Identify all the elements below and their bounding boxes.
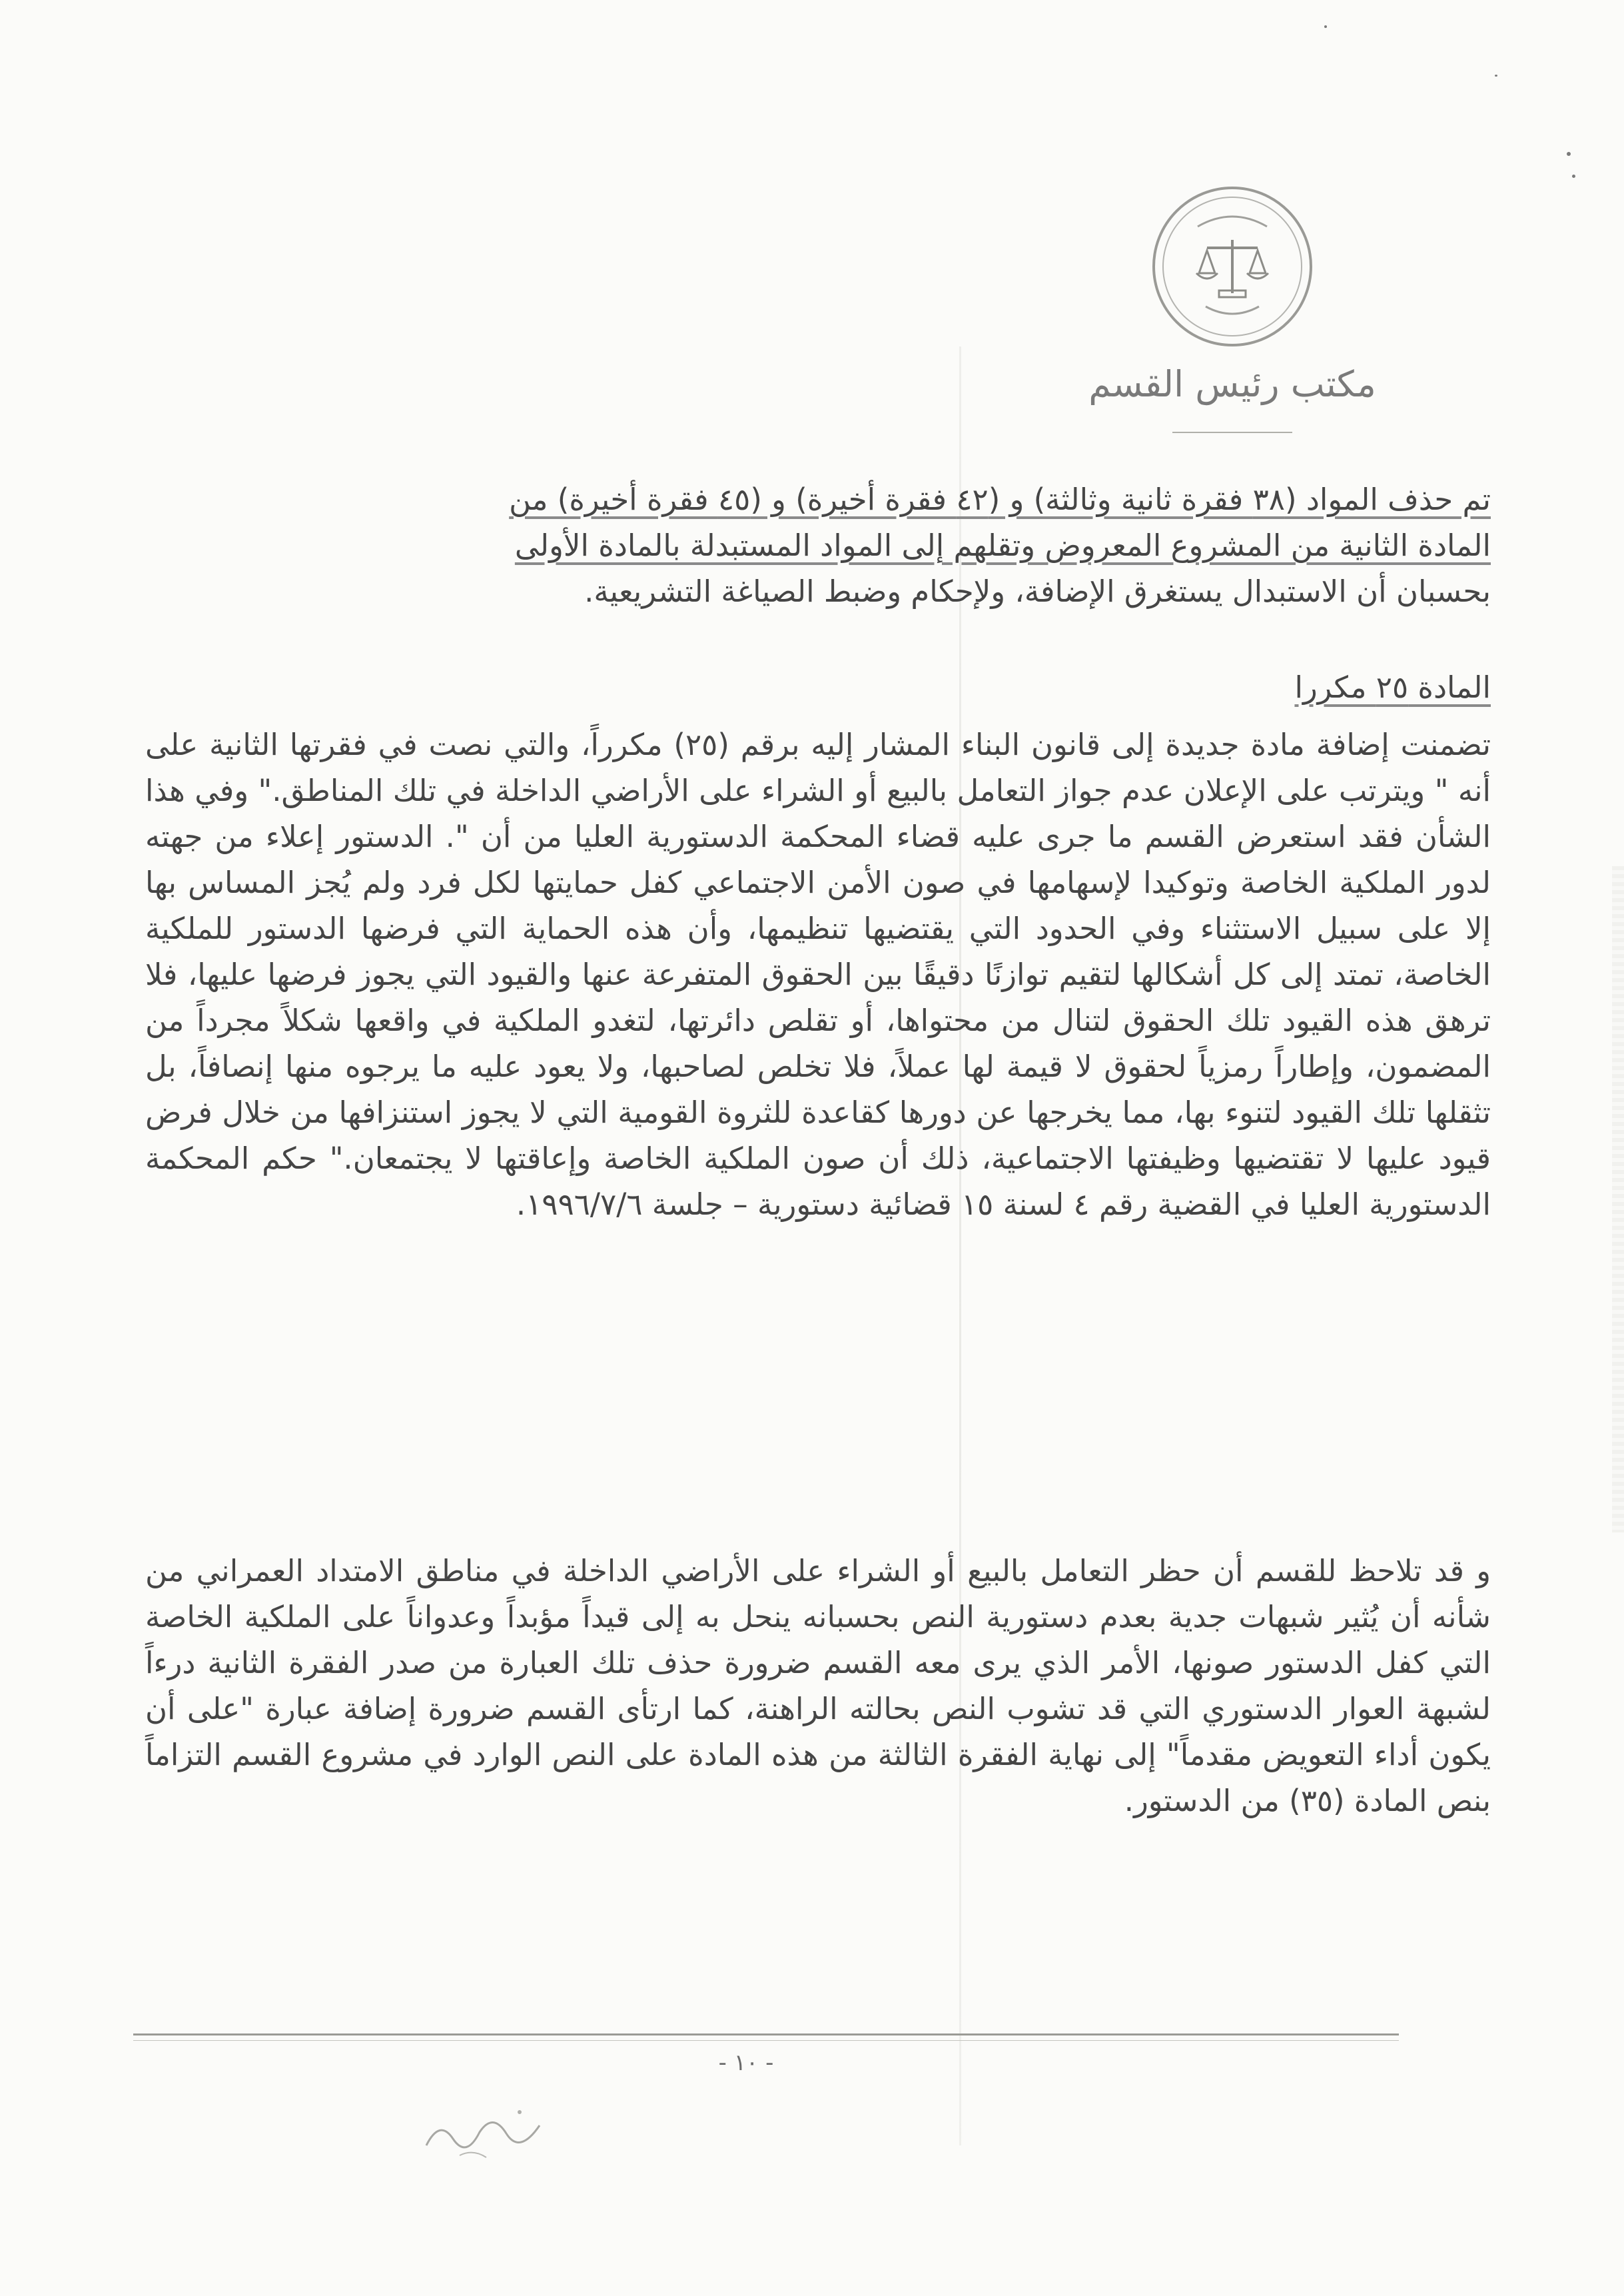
footer-rule [133,2033,1399,2035]
intro-line: تم حذف المواد (٣٨ فقرة ثانية وثالثة) و (٤٢ فقرة أخيرة) و (٤٥ فقرة أخيرة) من [509,482,1491,517]
office-title-rule [1172,432,1292,433]
scan-speck [1572,175,1575,178]
handwritten-signature-icon [413,2092,560,2172]
paragraph-constitutional-ruling: تضمنت إضافة مادة جديدة إلى قانون البناء المشار إليه برقم (٢٥) مكرراً، والتي نصت في فقرتها الثانية على أنه " ويترتب على الإعلان عدم جواز التعامل بالبيع أو الشراء على الأراضي الداخلة في تلك المناطق." وفي هذا الشأن فقد استعرض القسم ما جرى عليه قضاء المحكمة الدستورية العليا من أن ". الدستور إعلاء من جهته لدور الملكية الخاصة وتوكيدا لإسهامها في صون الأمن الاجتماعي كفل حمايتها لكل فرد ولم يُجز المساس بها إلا على سبيل الاستثناء وفي الحدود التي يقتضيها تنظيمها، وأن هذه الحماية التي فرضها الدستور للملكية الخاصة، تمتد إلى كل أشكالها لتقيم توازنًا دقيقًا بين الحقوق المتفرعة عنها والقيود التي يجوز فرضها عليها، فلا ترهق هذه القيود تلك الحقوق لتنال من محتواها، أو تقلص دائرتها، لتغدو الملكية في واقعها شكلاً مجرداً من المضمون، وإطاراً رمزياً لحقوق لا قيمة لها عملاً، فلا تخلص لصاحبها، ولا يعود عليه ما يرجوه منها إنصافاً، بل تثقلها تلك القيود لتنوء بها، مما يخرجها عن دورها كقاعدة للثروة القومية التي لا يجوز استنزافها من خلال فرض قيود عليها لا تقتضيها وظيفتها الاجتماعية، ذلك أن صون الملكية الخاصة وإعاقتها لا يجتمعان." حكم المحكمة الدستورية العليا في القضية رقم ٤ لسنة ١٥ قضائية دستورية – جلسة ١٩٩٦/٧/٦. [145,727,1491,1222]
court-seal-icon [1132,167,1332,366]
scan-edge-shadow [1612,866,1624,1532]
article-heading: المادة ٢٥ مكررا [1294,670,1491,705]
scan-fold-line [959,346,961,2145]
intro-line: المادة الثانية من المشروع المعروض وتقلهم إلى المواد المستبدلة بالمادة الأولى [514,528,1491,563]
office-title: مكتب رئيس القسم [1088,363,1376,405]
intro-block [145,476,1491,614]
footer-rule-thin [133,2040,1399,2041]
intro-line: بحسبان أن الاستبدال يستغرق الإضافة، ولإحكام وضبط الصياغة التشريعية. [584,574,1491,609]
page-number: - ١٠ - [718,2049,774,2076]
scan-speck [1567,152,1571,156]
paragraph-section-observation: و قد تلاحظ للقسم أن حظر التعامل بالبيع أو الشراء على الأراضي الداخلة في مناطق الامتداد العمراني من شأنه أن يُثير شبهات جدية بعدم دستورية النص بحسبانه ينحل به إلى قيداً مؤبداً وعدواناً على الملكية الخاصة التي كفل الدستور صونها، الأمر الذي يرى معه القسم ضرورة حذف تلك العبارة من صدر الفقرة الثانية درءاً لشبهة العوار الدستوري التي قد تشوب النص بحالته الراهنة، كما ارتأى القسم ضرورة إضافة عبارة "على أن يكون أداء التعويض مقدماً" إلى نهاية الفقرة الثالثة من هذه المادة على النص الوارد في مشروع القسم التزاماً بنص المادة (٣٥) من الدستور. [145,1553,1491,1818]
scan-speck [1495,75,1497,77]
scan-speck [1324,25,1327,28]
